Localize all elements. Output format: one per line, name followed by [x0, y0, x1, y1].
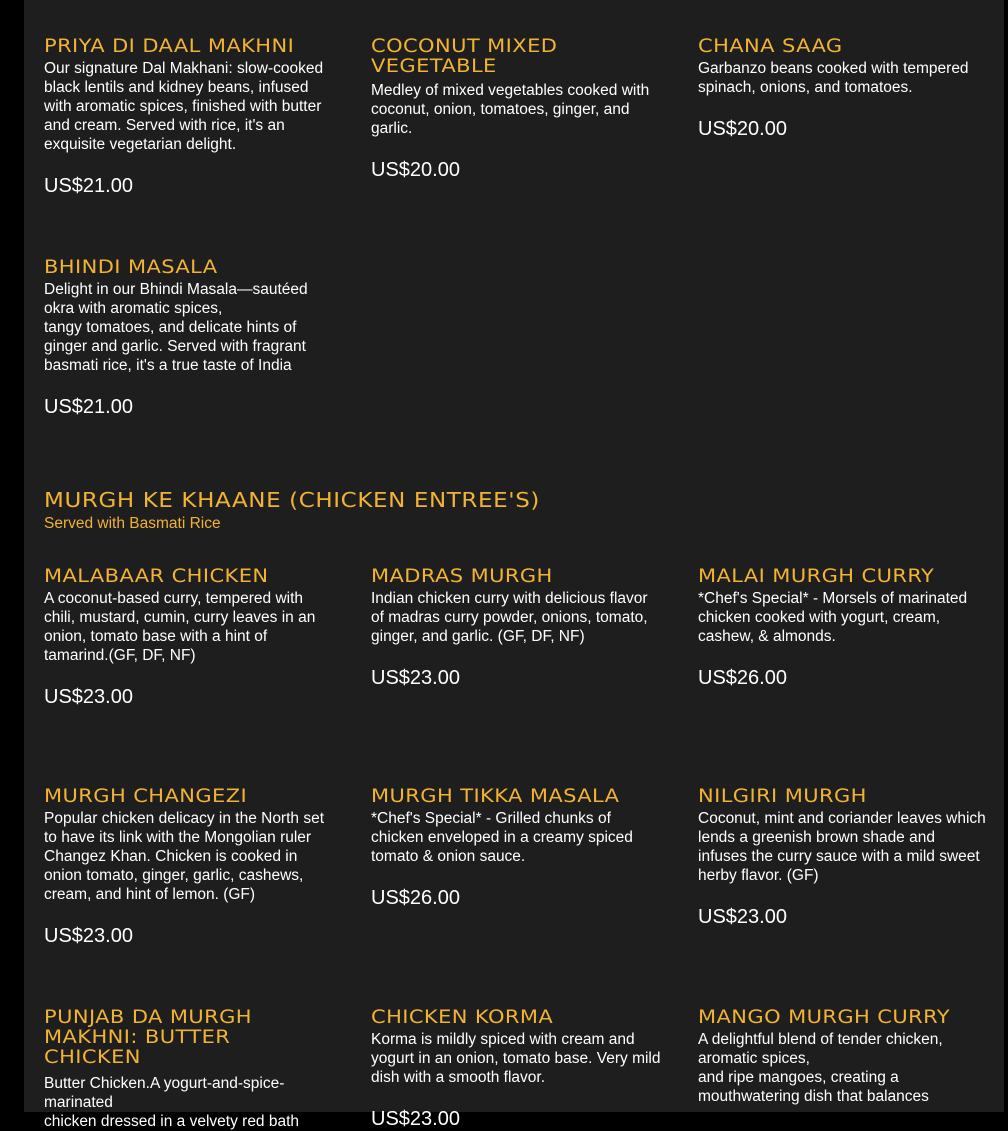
item-price: US$23.00 — [371, 1108, 460, 1130]
item-title: NILGIRI MURGH — [698, 785, 867, 807]
item-price: US$26.00 — [371, 887, 460, 909]
item-price: US$23.00 — [371, 667, 460, 689]
item-title: MURGH TIKKA MASALA — [371, 785, 620, 807]
item-title: MALABAAR CHICKEN — [44, 565, 269, 587]
item-title: MANGO MURGH CURRY — [698, 1006, 950, 1028]
item-description: Our signature Dal Makhani: slow-cooked black lentils and kidney beans, infused with aromatic spices, finished with butter and cream. Served with rice, it's an exquisite vegetarian delight. — [44, 60, 324, 153]
item-title: BHINDI MASALA — [44, 256, 218, 278]
item-price: US$20.00 — [698, 118, 787, 140]
item-description: Popular chicken delicacy in the North set to have its link with the Mongolian ruler Changez Khan. Chicken is cooked in onion tomato, ginger, garlic, cashews, cream, and hint of lemon. (GF) — [44, 810, 325, 903]
menu-item — [44, 1007, 334, 1131]
item-description: Butter Chicken.A yogurt-and-spice-marinated chicken dressed in a velvety red bath — [44, 1075, 300, 1130]
item-description: A delightful blend of tender chicken, aromatic spices, and ripe mangoes, creating a mouthwatering dish that balances — [698, 1031, 943, 1105]
item-title: CHICKEN KORMA — [371, 1006, 554, 1028]
item-title: MALAI MURGH CURRY — [698, 565, 935, 587]
menu-item — [698, 36, 988, 141]
item-price: US$23.00 — [44, 686, 133, 708]
menu-item — [371, 786, 661, 910]
item-description: Garbanzo beans cooked with tempered spinach, onions, and tomatoes. — [698, 60, 969, 96]
item-description: Medley of mixed vegetables cooked with coconut, onion, tomatoes, ginger, and garlic. — [371, 82, 650, 137]
menu-item — [44, 257, 334, 419]
item-description: Korma is mildly spiced with cream and yogurt in an onion, tomato base. Very mild dish with a smooth flavor. — [371, 1031, 661, 1086]
item-description: Coconut, mint and coriander leaves which lends a greenish brown shade and infuses the curry sauce with a mild sweet herby flavor. (GF) — [698, 810, 986, 884]
menu-item — [371, 566, 661, 690]
menu-item — [44, 36, 334, 198]
item-description: *Chef's Special* - Grilled chunks of chicken enveloped in a creamy spiced tomato & onion sauce. — [371, 810, 633, 865]
menu-panel — [24, 0, 1004, 1130]
item-description: Indian chicken curry with delicious flavor of madras curry powder, onions, tomato, ginger, and garlic. (GF, DF, NF) — [371, 590, 648, 645]
menu-item — [44, 566, 334, 709]
item-description: A coconut-based curry, tempered with chili, mustard, cumin, curry leaves in an onion, tomato base with a hint of tamarind.(GF, DF, NF) — [44, 590, 316, 664]
item-title: PRIYA DI DAAL MAKHNI — [44, 35, 295, 57]
item-price: US$23.00 — [698, 906, 787, 928]
item-title: MURGH CHANGEZI — [44, 785, 248, 807]
item-title: COCONUT MIXED VEGETABLE — [371, 35, 558, 77]
item-title: MADRAS MURGH — [371, 565, 553, 587]
section-title: MURGH KE KHAANE (CHICKEN ENTREE'S) — [44, 489, 540, 513]
item-price: US$21.00 — [44, 175, 133, 197]
item-title: PUNJAB DA MURGH MAKHNI: BUTTER CHICKEN — [44, 1006, 253, 1068]
item-price: US$23.00 — [44, 925, 133, 947]
item-description: Delight in our Bhindi Masala—sautéed okra with aromatic spices, tangy tomatoes, and delicate hints of ginger and garlic. Served with fragrant basmati rice, it's a true taste of India — [44, 281, 308, 374]
item-price: US$20.00 — [371, 159, 460, 181]
item-title: CHANA SAAG — [698, 35, 843, 57]
section-subtitle: Served with Basmati Rice — [44, 515, 221, 532]
menu-item — [698, 566, 988, 690]
menu-item — [698, 1007, 988, 1106]
menu-item — [371, 36, 661, 182]
menu-item — [698, 786, 988, 929]
item-description: *Chef's Special* - Morsels of marinated chicken cooked with yogurt, cream, cashew, & almonds. — [698, 590, 968, 645]
menu-item — [44, 786, 334, 948]
item-price: US$21.00 — [44, 396, 133, 418]
right-edge-divider — [1004, 0, 1008, 1112]
menu-item — [371, 1007, 661, 1131]
item-price: US$26.00 — [698, 667, 787, 689]
